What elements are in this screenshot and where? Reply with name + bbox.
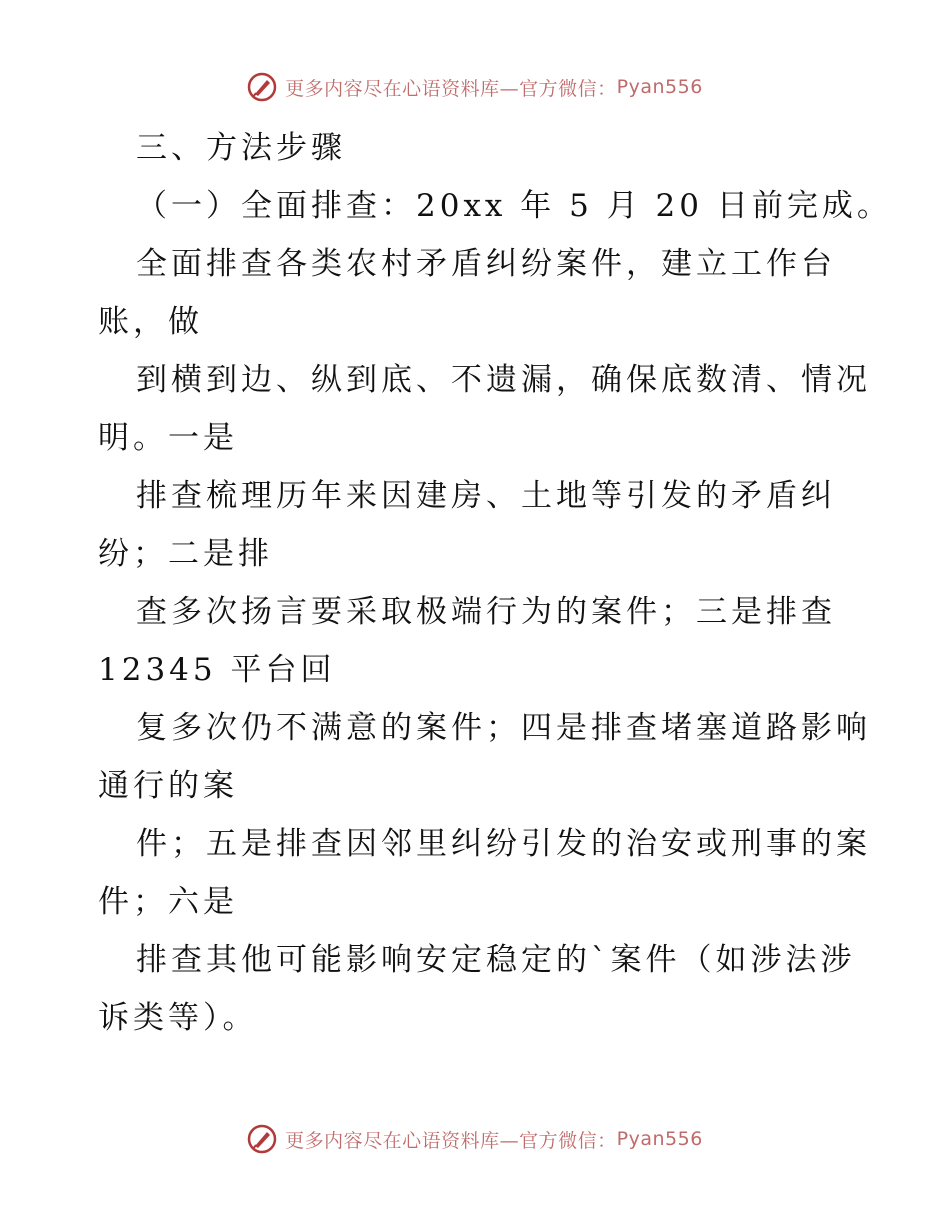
paragraph-line: 排查其他可能影响安定稳定的`案件（如涉法涉 <box>136 942 856 978</box>
footer-banner-id: Pyan556 <box>616 1128 703 1150</box>
section-heading: 三、方法步骤 <box>136 130 346 166</box>
paragraph-line: 通行的案 <box>98 768 238 804</box>
paragraph-line: 到横到边、纵到底、不遗漏，确保底数清、情况 <box>136 362 871 398</box>
paragraph-line: 件；五是排查因邻里纠纷引发的治安或刑事的案 <box>136 826 871 862</box>
paragraph-line: 12345 平台回 <box>98 652 336 688</box>
paragraph-line: 排查梳理历年来因建房、土地等引发的矛盾纠 <box>136 478 836 514</box>
subsection-heading: （一）全面排查：20xx 年 5 月 20 日前完成。 <box>136 188 892 224</box>
paragraph-line: 件；六是 <box>98 884 238 920</box>
quill-logo-icon <box>247 72 277 102</box>
paragraph-line: 账，做 <box>98 304 203 340</box>
quill-logo-icon <box>247 1124 277 1154</box>
paragraph-line: 诉类等）。 <box>98 1000 258 1036</box>
header-banner-id: Pyan556 <box>616 76 703 98</box>
paragraph-line: 复多次仍不满意的案件；四是排查堵塞道路影响 <box>136 710 871 746</box>
paragraph-line: 查多次扬言要采取极端行为的案件；三是排查 <box>136 594 836 630</box>
footer-banner-text: 更多内容尽在心语资料库—官方微信： <box>285 1129 617 1152</box>
paragraph-line: 纷；二是排 <box>98 536 273 572</box>
paragraph-line: 明。一是 <box>98 420 238 456</box>
footer-banner <box>0 1124 950 1154</box>
header-banner <box>0 72 950 102</box>
header-banner-text: 更多内容尽在心语资料库—官方微信： <box>285 77 617 100</box>
paragraph-line: 全面排查各类农村矛盾纠纷案件，建立工作台 <box>136 246 836 282</box>
